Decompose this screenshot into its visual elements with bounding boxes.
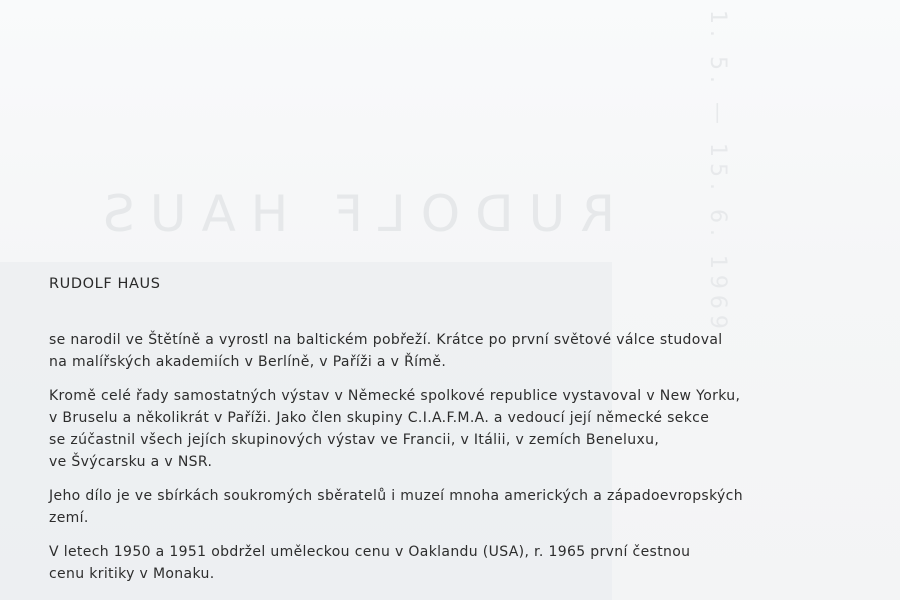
paragraph xyxy=(49,329,759,373)
paragraph xyxy=(49,541,759,585)
text-line: v Bruselu a několikrát v Paříži. Jako člen skupiny C.I.A.F.M.A. a vedoucí její německé sekce xyxy=(49,410,710,426)
text-line: Jeho dílo je ve sbírkách soukromých sběratelů i muzeí mnoha amerických a západoevropských xyxy=(49,488,743,504)
text-line: na malířských akademiích v Berlíně, v Paříži a v Římě. xyxy=(49,354,447,370)
text-line: ve Švýcarsku a v NSR. xyxy=(49,454,213,470)
paragraph xyxy=(49,485,759,529)
text-line: zemí. xyxy=(49,510,89,526)
show-through-title: RUDOLF HAUS xyxy=(88,185,615,243)
text-line: se narodil ve Štětíně a vyrostl na baltickém pobřeží. Krátce po první světové válce studoval xyxy=(49,332,723,348)
paragraph xyxy=(49,385,759,473)
show-through-vertical-text: 1. 5. — 15. 6. 1969 xyxy=(705,10,730,335)
document-title: RUDOLF HAUS xyxy=(49,276,161,292)
text-line: cenu kritiky v Monaku. xyxy=(49,566,215,582)
text-line: se zúčastnil všech jejích skupinových výstav ve Francii, v Itálii, v zemích Beneluxu, xyxy=(49,432,660,448)
document-body xyxy=(49,329,759,597)
text-line: V letech 1950 a 1951 obdržel uměleckou cenu v Oaklandu (USA), r. 1965 první čestnou xyxy=(49,544,691,560)
text-line: Kromě celé řady samostatných výstav v Německé spolkové republice vystavoval v New Yorku, xyxy=(49,388,741,404)
